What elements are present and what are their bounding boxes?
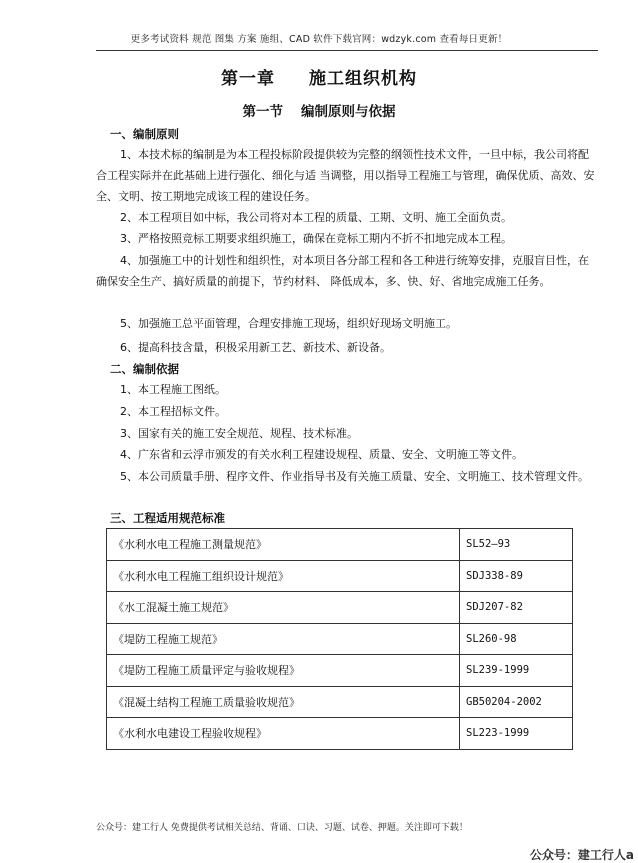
header-rule — [96, 50, 598, 51]
table-row — [107, 560, 573, 592]
basis-paragraph: 5、本公司质量手册、程序文件、作业指导书及有关施工质量、安全、文明施工、技术管理文件。 — [120, 470, 589, 483]
standards-table — [106, 528, 573, 750]
standard-name: 《水工混凝土施工规范》 — [107, 592, 460, 624]
table-row — [107, 529, 573, 561]
table-row — [107, 718, 573, 750]
standard-code: SL223-1999 — [460, 718, 573, 750]
principles-paragraph: 1、本技术标的编制是为本工程投标阶段提供较为完整的纲领性技术文件，一旦中标，我公司将配合工程实际并在此基础上进行强化、细化与适 当调整，用以指导工程施工与管理，确保优质、高效、安全、文明、按工期地完成该工程的建设任务。 — [96, 148, 595, 203]
basis-paragraph: 2、本工程招标文件。 — [120, 405, 226, 418]
basis-heading: 二、编制依据 — [110, 362, 179, 376]
table-row — [107, 623, 573, 655]
standard-name: 《水利水电建设工程验收规程》 — [107, 718, 460, 750]
principles-paragraph: 3、严格按照竞标工期要求组织施工，确保在竞标工期内不折不扣地完成本工程。 — [120, 232, 512, 245]
header-note: 更多考试资料 规范 图集 方案 施组、CAD 软件下载官网：wdzyk.com 查看每日更新！ — [130, 34, 508, 45]
standard-code: SL260-98 — [460, 623, 573, 655]
principles-paragraph: 2、本工程项目如中标，我公司将对本工程的质量、工期、文明、施工全面负责。 — [120, 211, 512, 224]
standard-code: SL52—93 — [460, 529, 573, 561]
section-title — [0, 100, 638, 120]
standard-code: SDJ207-82 — [460, 592, 573, 624]
basis-paragraph: 3、国家有关的施工安全规范、规程、技术标准。 — [120, 427, 358, 440]
principles-paragraph: 6、提高科技含量，积极采用新工艺、新技术、新设备。 — [120, 341, 391, 354]
standard-name: 《堤防工程施工规范》 — [107, 623, 460, 655]
chapter-number: 第一章 — [221, 69, 275, 89]
principles-heading: 一、编制原则 — [110, 127, 179, 141]
watermark-text: 公众号：建工行人a — [529, 848, 634, 862]
standard-name: 《堤防工程施工质量评定与验收规程》 — [107, 655, 460, 687]
table-row — [107, 592, 573, 624]
standard-code: SDJ338-89 — [460, 560, 573, 592]
principles-paragraph: 4、加强施工中的计划性和组织性，对本项目各分部工程和各工种进行统筹安排，克服盲目性，在确保安全生产、搞好质量的前提下，节约材料、 降低成本，多、快、好、省地完成施工任务。 — [96, 254, 589, 288]
standards-heading: 三、工程适用规范标准 — [110, 511, 225, 525]
chapter-name: 施工组织机构 — [309, 69, 417, 89]
basis-paragraph: 1、本工程施工图纸。 — [120, 383, 226, 396]
section-name: 编制原则与依据 — [301, 104, 396, 120]
standard-name: 《水利水电工程施工组织设计规范》 — [107, 560, 460, 592]
standard-code: GB50204-2002 — [460, 686, 573, 718]
standard-name: 《水利水电工程施工测量规范》 — [107, 529, 460, 561]
basis-paragraph: 4、广东省和云浮市颁发的有关水利工程建设规程、质量、安全、文明施工等文件。 — [120, 448, 523, 461]
standard-name: 《混凝土结构工程施工质量验收规范》 — [107, 686, 460, 718]
standard-code: SL239-1999 — [460, 655, 573, 687]
section-number: 第一节 — [242, 104, 283, 120]
footer-note: 公众号：建工行人 免费提供考试相关总结、背诵、口诀、习题、试卷、押题。关注即可下载！ — [96, 823, 468, 833]
principles-paragraph: 5、加强施工总平面管理，合理安排施工现场，组织好现场文明施工。 — [120, 317, 457, 330]
table-row — [107, 655, 573, 687]
chapter-title — [0, 64, 638, 89]
table-row — [107, 686, 573, 718]
